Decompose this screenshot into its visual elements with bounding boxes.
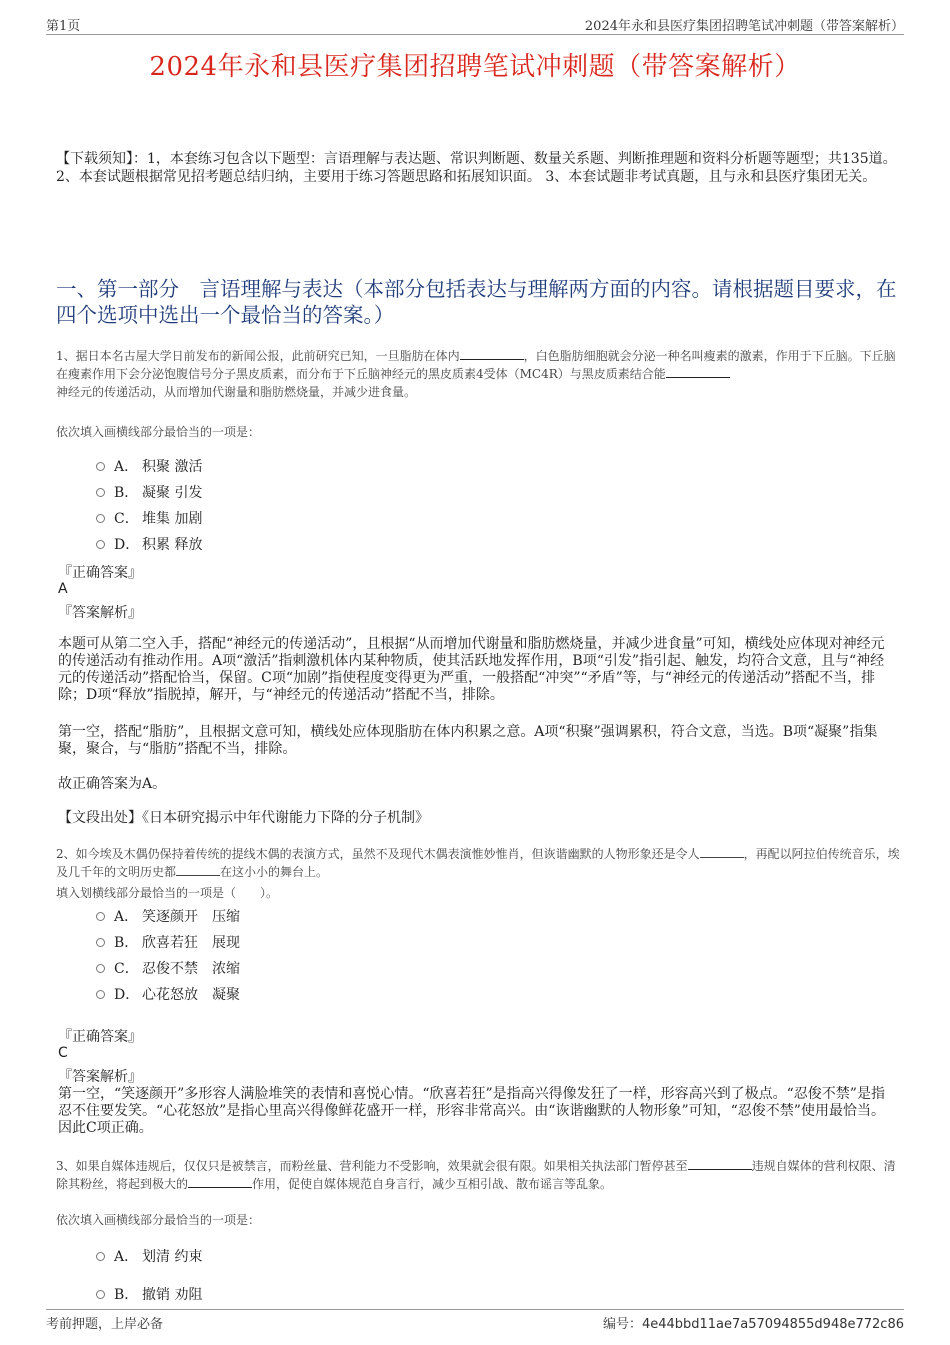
radio-icon[interactable]: [96, 540, 105, 549]
q1-text-3: 神经元的传递活动，从而增加代谢量和脂肪燃烧量，并减少进食量。: [56, 385, 417, 399]
q2-analysis: 第一空，“笑逐颜开”多形容人满脸堆笑的表情和喜悦心情。“欣喜若狂”是指高兴得像发狂了一样，形容高兴到了极点。“忍俊不禁”是指忍不住要发笑。“心花怒放”是指心里高兴得像鲜花盛开一样，形容非常高兴。由“诙谐幽默的人物形象”可知，“忍俊不禁”使用最恰当。因此C项正确。: [58, 1086, 885, 1136]
fill-blank: [460, 347, 524, 360]
footer-divider: [46, 1309, 904, 1310]
page-title: 2024年永和县医疗集团招聘笔试冲刺题（带答案解析）: [149, 52, 801, 82]
radio-icon[interactable]: [96, 488, 105, 497]
radio-icon[interactable]: [96, 912, 105, 921]
question-2-stem: 2、如今埃及木偶仍保持着传统的提线木偶的表演方式，虽然不及现代木偶表演惟妙惟肖，但诙谐幽默的人物形象还是令人 ，再配以阿拉伯传统音乐，埃及几千年的文明历史都 在这小小的舞台上。: [56, 847, 900, 879]
q1-option-b[interactable]: B． 凝聚 引发: [96, 482, 202, 502]
q2-option-a[interactable]: A． 笑逐颜开 压缩: [96, 906, 240, 926]
q1-option-d[interactable]: D． 积累 释放: [96, 534, 202, 554]
q2-answer-tag: 『正确答案』: [58, 1029, 142, 1045]
radio-icon[interactable]: [96, 514, 105, 523]
header-doc-title: 2024年永和县医疗集团招聘笔试冲刺题（带答案解析）: [584, 19, 904, 34]
fill-blank: [700, 845, 744, 858]
fill-blank: [688, 1157, 752, 1170]
q3-option-a[interactable]: A． 划清 约束: [96, 1246, 202, 1266]
question-3-hint: 依次填入画横线部分最恰当的一项是：: [56, 1213, 261, 1227]
footer-doc-id: 编号：4e44bbd11ae7a57094855d948e772c86: [602, 1317, 904, 1332]
q2-option-d[interactable]: D． 心花怒放 凝聚: [96, 984, 240, 1004]
q2-option-c[interactable]: C． 忍俊不禁 浓缩: [96, 958, 240, 978]
fill-blank: [176, 863, 220, 876]
radio-icon[interactable]: [96, 938, 105, 947]
radio-icon[interactable]: [96, 1252, 105, 1261]
question-1-hint: 依次填入画横线部分最恰当的一项是：: [56, 425, 261, 439]
header-divider: [46, 34, 904, 35]
fill-blank: [666, 365, 730, 378]
radio-icon[interactable]: [96, 462, 105, 471]
q1-answer: A: [58, 581, 68, 597]
q2-analysis-tag: 『答案解析』: [58, 1069, 142, 1085]
question-3-stem: 3、如果自媒体违规后，仅仅只是被禁言，而粉丝量、营利能力不受影响，效果就会很有限。如果相关执法部门暂停甚至 违规自媒体的营利权限、清除其粉丝，将起到极大的 作用，促使自媒体规范自身言行，减少互相引战、散布谣言等乱象。: [56, 1159, 896, 1191]
section-heading: 一、第一部分 言语理解与表达（本部分包括表达与理解两方面的内容。请根据题目要求，在四个选项中选出一个最恰当的答案。）: [56, 277, 897, 327]
page-number: 第1页: [46, 19, 81, 34]
footer-slogan: 考前押题，上岸必备: [46, 1317, 164, 1332]
question-1-stem: [56, 347, 902, 401]
q1-option-a[interactable]: A． 积聚 激活: [96, 456, 202, 476]
q1-answer-tag: 『正确答案』: [58, 565, 142, 581]
q1-text-1: 1、据日本名古屋大学日前发布的新闻公报，此前研究已知，一旦脂肪在体内: [56, 349, 460, 363]
q1-option-c[interactable]: C． 堆集 加剧: [96, 508, 202, 528]
q2-answer: C: [58, 1045, 68, 1061]
q2-option-b[interactable]: B． 欣喜若狂 展现: [96, 932, 240, 952]
download-notice: 【下载须知】：1，本套练习包含以下题型：言语理解与表达题、常识判断题、数量关系题、判断推理题和资料分析题等题型；共135道。 2、本套试题根据常见招考题总结归纳，主要用于练习答题思路和拓展知识面。 3、本套试题非考试真题，且与永和县医疗集团无关。: [56, 151, 897, 185]
fill-blank: [188, 1175, 252, 1188]
q1-analysis-tag: 『答案解析』: [58, 605, 142, 621]
radio-icon[interactable]: [96, 990, 105, 999]
radio-icon[interactable]: [96, 964, 105, 973]
q3-option-b[interactable]: B． 撤销 劝阻: [96, 1284, 202, 1304]
q1-analysis-1: 本题可从第二空入手，搭配“神经元的传递活动”，且根据“从而增加代谢量和脂肪燃烧量，并减少进食量”可知，横线处应体现对神经元的传递活动有推动作用。A项“激活”指刺激机体内某种物质，使其活跃地发挥作用，B项“引发”指引起、触发，均符合文意，且与“神经元的传递活动”搭配恰当，保留。C项“加剧”指使程度变得更为严重，一般搭配“冲突”“矛盾”等，与“神经元的传递活动”搭配不当，排除；D项“释放”指脱掉，解开，与“神经元的传递活动”搭配不当，排除。: [58, 636, 885, 703]
q1-text-2: ，白色脂肪细胞就会分泌一种名叫瘦素的激素，作用于下丘脑。下丘脑在瘦素作用下会分泌饱腹信号分子黑皮质素，而分布于下丘脑神经元的黑皮质素4受体（MC4R）与黑皮质素结合能: [56, 349, 896, 381]
q1-analysis-2: 第一空，搭配“脂肪”，且根据文意可知，横线处应体现脂肪在体内积累之意。A项“积聚”强调累积，符合文意，当选。B项“凝聚”指集聚，聚合，与“脂肪”搭配不当，排除。: [58, 724, 878, 757]
q1-source: 【文段出处】《日本研究揭示中年代谢能力下降的分子机制》: [58, 810, 429, 826]
question-2-hint: 填入划横线部分最恰当的一项是（ ）。: [56, 886, 279, 900]
q1-analysis-3: 故正确答案为A。: [58, 776, 167, 792]
radio-icon[interactable]: [96, 1290, 105, 1299]
